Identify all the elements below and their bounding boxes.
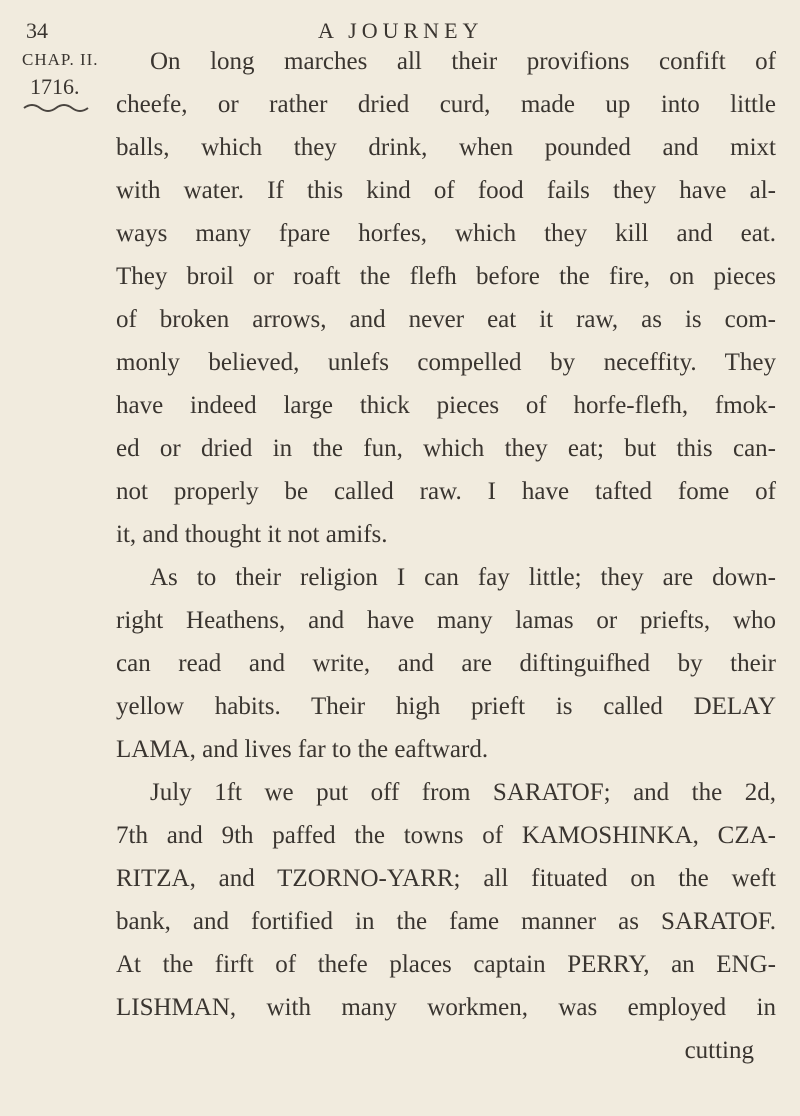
text-line: monly believed, unlefs compelled by neceffity. They <box>116 349 776 376</box>
text-line: of broken arrows, and never eat it raw, as is com- <box>116 306 776 333</box>
text-line: ed or dried in the fun, which they eat; but this can- <box>116 435 776 462</box>
text-line: RITZA, and TZORNO-YARR; all fituated on the weft <box>116 865 776 892</box>
text-line: ways many fpare horfes, which they kill and eat. <box>116 220 776 247</box>
text-line: not properly be called raw. I have tafted fome of <box>116 478 776 505</box>
margin-flourish <box>22 102 92 114</box>
page-number: 34 <box>26 18 48 43</box>
text-line: LAMA, and lives far to the eaftward. <box>116 736 489 763</box>
text-line: have indeed large thick pieces of horfe-flefh, fmok- <box>116 392 776 419</box>
text-line: July 1ft we put off from SARATOF; and the 2d, <box>150 779 776 806</box>
text-line: On long marches all their provifions confift of <box>150 48 776 75</box>
text-line: They broil or roaft the flefh before the fire, on pieces <box>116 263 776 290</box>
body-text <box>116 40 776 1072</box>
running-head: A JOURNEY <box>318 18 484 43</box>
text-line: it, and thought it not amifs. <box>116 521 388 548</box>
margin-year: 1716. <box>30 74 80 99</box>
text-line: 7th and 9th paffed the towns of KAMOSHINKA, CZA- <box>116 822 776 849</box>
text-line: balls, which they drink, when pounded and mixt <box>116 134 776 161</box>
text-line: cheefe, or rather dried curd, made up into little <box>116 91 776 118</box>
text-line: yellow habits. Their high prieft is called DELAY <box>116 693 776 720</box>
margin-chapter: CHAP. II. <box>22 50 99 69</box>
text-line: right Heathens, and have many lamas or priefts, who <box>116 607 776 634</box>
text-line: with water. If this kind of food fails they have al- <box>116 177 776 204</box>
text-line: bank, and fortified in the fame manner as SARATOF. <box>116 908 776 935</box>
catchword: cutting <box>684 1037 754 1064</box>
text-line: can read and write, and are diftinguifhed by their <box>116 650 776 677</box>
text-line: At the firft of thefe places captain PERRY, an ENG- <box>116 951 776 978</box>
text-line: LISHMAN, with many workmen, was employed in <box>116 994 776 1021</box>
text-line: As to their religion I can fay little; they are down- <box>150 564 776 591</box>
